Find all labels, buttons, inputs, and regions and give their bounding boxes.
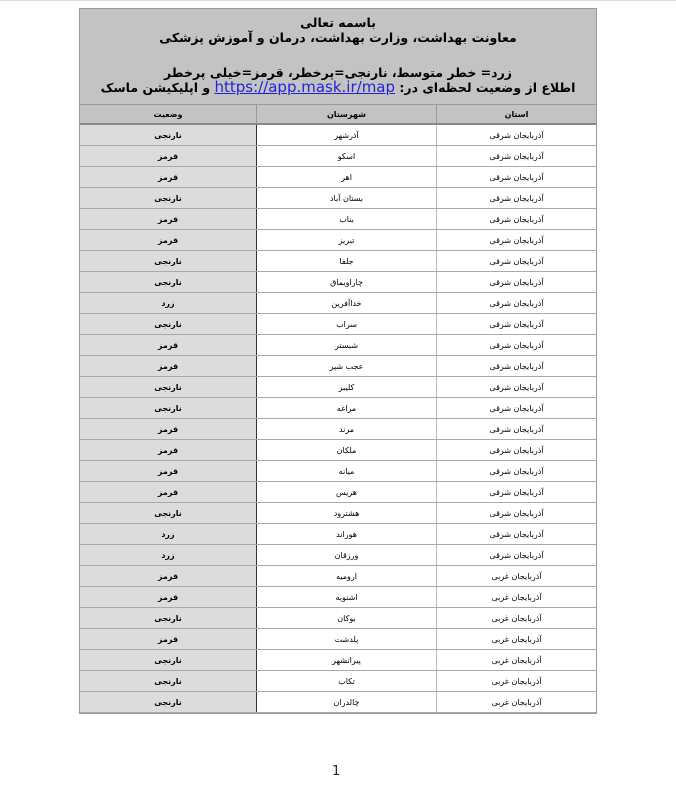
status-cell: قرمز [80, 356, 257, 377]
table-row [80, 461, 596, 482]
city-cell: تکاب [257, 671, 437, 692]
table-row [80, 524, 596, 545]
column-header-status: وضعیت [80, 105, 257, 124]
province-cell: آذربایجان شرقی [437, 124, 597, 146]
city-cell: ملکان [257, 440, 437, 461]
table-row [80, 356, 596, 377]
province-cell: آذربایجان شرقی [437, 524, 597, 545]
city-cell: هشترود [257, 503, 437, 524]
province-cell: آذربایجان شرقی [437, 314, 597, 335]
status-cell: نارنجی [80, 398, 257, 419]
city-cell: عجب شیر [257, 356, 437, 377]
status-cell: قرمز [80, 482, 257, 503]
city-cell: جلفا [257, 251, 437, 272]
city-cell: اهر [257, 167, 437, 188]
status-cell: زرد [80, 524, 257, 545]
table-row [80, 440, 596, 461]
table-row [80, 146, 596, 167]
province-cell: آذربایجان غربی [437, 587, 597, 608]
table-row [80, 314, 596, 335]
table-row [80, 608, 596, 629]
province-cell: آذربایجان شرقی [437, 356, 597, 377]
status-cell: نارنجی [80, 503, 257, 524]
status-cell: قرمز [80, 461, 257, 482]
page-edge [0, 0, 676, 1]
city-cell: خداآفرین [257, 293, 437, 314]
status-cell: قرمز [80, 335, 257, 356]
city-cell: چاراویماق [257, 272, 437, 293]
province-cell: آذربایجان غربی [437, 608, 597, 629]
table-row [80, 124, 596, 146]
status-cell: نارنجی [80, 272, 257, 293]
province-cell: آذربایجان شرقی [437, 188, 597, 209]
status-cell: زرد [80, 293, 257, 314]
page-number: 1 [332, 764, 341, 779]
table-row [80, 671, 596, 692]
table-row [80, 230, 596, 251]
province-cell: آذربایجان شرقی [437, 482, 597, 503]
map-link[interactable]: https://app.mask.ir/map [214, 78, 396, 96]
city-cell: اسکو [257, 146, 437, 167]
province-cell: آذربایجان شرقی [437, 209, 597, 230]
city-cell: پیرانشهر [257, 650, 437, 671]
city-cell: بوکان [257, 608, 437, 629]
status-cell: نارنجی [80, 377, 257, 398]
province-cell: آذربایجان شرقی [437, 461, 597, 482]
status-cell: قرمز [80, 209, 257, 230]
province-cell: آذربایجان شرقی [437, 440, 597, 461]
city-cell: هریس [257, 482, 437, 503]
column-header-province: استان [437, 105, 597, 124]
document-header [80, 9, 596, 105]
table-row [80, 545, 596, 566]
column-header-city: شهرستان [257, 105, 437, 124]
info-prefix: اطلاع از وضعیت لحظه‌ای در: [399, 80, 576, 95]
status-cell: قرمز [80, 440, 257, 461]
status-cell: نارنجی [80, 314, 257, 335]
table-row [80, 398, 596, 419]
status-table-sheet [79, 8, 597, 714]
city-cell: مرند [257, 419, 437, 440]
status-cell: زرد [80, 545, 257, 566]
table-row [80, 188, 596, 209]
status-cell: قرمز [80, 566, 257, 587]
province-cell: آذربایجان غربی [437, 671, 597, 692]
city-cell: پلدشت [257, 629, 437, 650]
province-cell: آذربایجان شرقی [437, 146, 597, 167]
city-cell: مراغه [257, 398, 437, 419]
city-cell: بستان آباد [257, 188, 437, 209]
province-cell: آذربایجان شرقی [437, 545, 597, 566]
status-cell: قرمز [80, 230, 257, 251]
province-cell: آذربایجان غربی [437, 629, 597, 650]
city-cell: آذرشهر [257, 124, 437, 146]
table-header-row [80, 105, 596, 124]
province-cell: آذربایجان شرقی [437, 503, 597, 524]
table-row [80, 503, 596, 524]
table-row [80, 272, 596, 293]
table-row [80, 167, 596, 188]
color-legend: زرد= خطر متوسط، نارنجی=پرخطر، قرمز=خیلی پرخطر [164, 65, 512, 80]
table-row [80, 377, 596, 398]
province-cell: آذربایجان شرقی [437, 167, 597, 188]
info-line [80, 80, 596, 95]
table-row [80, 482, 596, 503]
city-cell: ورزقان [257, 545, 437, 566]
header-line2: معاونت بهداشت، وزارت بهداشت، درمان و آموزش پزشکی [159, 30, 517, 45]
status-cell: نارنجی [80, 692, 257, 713]
table-row [80, 650, 596, 671]
city-cell: چالدران [257, 692, 437, 713]
info-suffix: و اپلیکیشن ماسک [100, 80, 211, 95]
table-row [80, 335, 596, 356]
table-row [80, 251, 596, 272]
status-cell: نارنجی [80, 671, 257, 692]
status-cell: نارنجی [80, 124, 257, 146]
province-cell: آذربایجان غربی [437, 566, 597, 587]
status-cell: قرمز [80, 146, 257, 167]
city-cell: شبستر [257, 335, 437, 356]
status-cell: نارنجی [80, 650, 257, 671]
city-cell: بناب [257, 209, 437, 230]
province-cell: آذربایجان شرقی [437, 230, 597, 251]
status-cell: نارنجی [80, 188, 257, 209]
province-cell: آذربایجان شرقی [437, 398, 597, 419]
table-row [80, 419, 596, 440]
status-cell: قرمز [80, 167, 257, 188]
status-table [80, 105, 596, 713]
table-row [80, 293, 596, 314]
table-row [80, 209, 596, 230]
table-row [80, 566, 596, 587]
city-cell: ارومیه [257, 566, 437, 587]
status-cell: قرمز [80, 629, 257, 650]
province-cell: آذربایجان شرقی [437, 335, 597, 356]
province-cell: آذربایجان شرقی [437, 251, 597, 272]
status-cell: نارنجی [80, 251, 257, 272]
province-cell: آذربایجان شرقی [437, 293, 597, 314]
table-row [80, 587, 596, 608]
province-cell: آذربایجان غربی [437, 650, 597, 671]
table-row [80, 692, 596, 713]
city-cell: میانه [257, 461, 437, 482]
header-line1: باسمه تعالی [300, 15, 376, 30]
status-cell: قرمز [80, 587, 257, 608]
table-row [80, 629, 596, 650]
province-cell: آذربایجان شرقی [437, 272, 597, 293]
city-cell: تبریز [257, 230, 437, 251]
city-cell: اشنویه [257, 587, 437, 608]
city-cell: کلیبر [257, 377, 437, 398]
city-cell: سراب [257, 314, 437, 335]
province-cell: آذربایجان شرقی [437, 419, 597, 440]
status-cell: نارنجی [80, 608, 257, 629]
status-cell: قرمز [80, 419, 257, 440]
province-cell: آذربایجان شرقی [437, 377, 597, 398]
city-cell: هوراند [257, 524, 437, 545]
province-cell: آذربایجان غربی [437, 692, 597, 713]
